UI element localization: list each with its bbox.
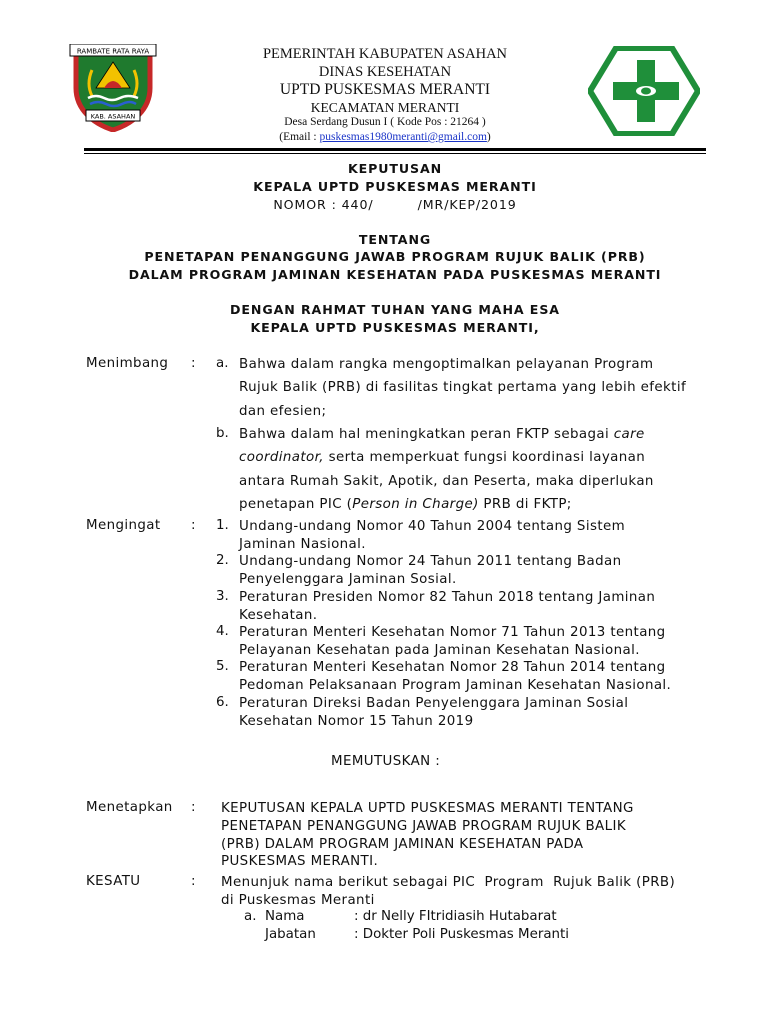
about-heading: TENTANG [358, 232, 432, 247]
list-item-line [239, 446, 705, 469]
about-line2: DALAM PROGRAM JAMINAN KESEHATAN PADA PUSKESMAS MERANTI [128, 267, 662, 282]
text-run: penetapan PIC ( [239, 496, 353, 512]
text-run: Bahwa dalam hal meningkatkan peran FKTP sebagai [239, 427, 614, 442]
person-marker: a. [244, 909, 257, 924]
list-item-line: Peraturan Presiden Nomor 82 Tahun 2018 tentang Jaminan [239, 590, 656, 605]
mengingat-item-2 [239, 553, 705, 589]
italic-run: Person in Charge) [352, 496, 479, 512]
list-item-line: Pelayanan Kesehatan pada Jaminan Kesehatan Nasional. [239, 642, 640, 658]
list-item-line: Menunjuk nama berikut sebagai PIC Program Rujuk Balik (PRB) [221, 875, 676, 890]
mengingat-colon: : [191, 518, 196, 533]
jabatan-value: : Dokter Poli Puskesmas Meranti [354, 927, 570, 942]
list-item-line: Rujuk Balik (PRB) di fasilitas tingkat pertama yang lebih efektif [239, 380, 687, 396]
list-item-line: Peraturan Direksi Badan Penyelenggara Jaminan Sosial [239, 696, 629, 711]
mengingat-4-marker: 4. [216, 624, 229, 639]
mengingat-6-marker: 6. [216, 695, 229, 710]
mengingat-5-marker: 5. [216, 659, 229, 674]
list-item-line: dan efesien; [239, 403, 327, 419]
letterhead-address: Desa Serdang Dusun I ( Kode Pos : 21264 ) [284, 116, 486, 128]
nama-value: : dr Nelly FItridiasih Hutabarat [354, 909, 557, 924]
mengingat-item-3 [239, 589, 705, 625]
menimbang-item-b [239, 423, 705, 516]
list-item-line [239, 423, 705, 446]
letterhead-rule-thick [84, 148, 706, 151]
crest-motto-text: RAMBATE RATA RAYA [76, 47, 150, 56]
list-item-line: PENETAPAN PENANGGUNG JAWAB PROGRAM RUJUK BALIK [221, 818, 627, 834]
list-item-line: (PRB) DALAM PROGRAM JAMINAN KESEHATAN PADA [221, 836, 584, 852]
letterhead-line2: DINAS KESEHATAN [318, 64, 452, 80]
memutuskan-heading: MEMUTUSKAN : [331, 754, 441, 769]
list-item-line: PUSKESMAS MERANTI. [221, 854, 379, 870]
list-item-line: Peraturan Menteri Kesehatan Nomor 28 Tahun 2014 tentang [239, 660, 666, 675]
list-item-line: antara Rumah Sakit, Apotik, dan Peserta, maka diperlukan [239, 473, 654, 489]
letterhead-line4: KECAMATAN MERANTI [310, 100, 460, 115]
list-item-line: Pedoman Pelaksanaan Program Jaminan Kesehatan Nasional. [239, 677, 672, 693]
mengingat-1-marker: 1. [216, 518, 229, 533]
list-item-line: Jaminan Nasional. [239, 536, 366, 552]
doc-number: NOMOR : 440/ /MR/KEP/2019 [273, 197, 517, 212]
invocation-line2: KEPALA UPTD PUSKESMAS MERANTI, [250, 320, 540, 335]
list-item-line: Peraturan Menteri Kesehatan Nomor 71 Tahun 2013 tentang [239, 625, 666, 640]
menimbang-label: Menimbang [86, 356, 169, 371]
list-item-line: Undang-undang Nomor 24 Tahun 2011 tentang Badan [239, 554, 622, 569]
mengingat-item-1 [239, 518, 705, 554]
list-item-line: Undang-undang Nomor 40 Tahun 2004 tentang Sistem [239, 519, 626, 534]
menetapkan-colon: : [191, 800, 196, 815]
menetapkan-label: Menetapkan [86, 800, 173, 815]
mengingat-item-5 [239, 659, 705, 695]
about-line1: PENETAPAN PENANGGUNG JAWAB PROGRAM RUJUK BALIK (PRB) [144, 249, 646, 264]
letterhead-line1: PEMERINTAH KABUPATEN ASAHAN [262, 46, 508, 62]
mengingat-item-6 [239, 695, 705, 731]
list-item-line: KEPUTUSAN KEPALA UPTD PUSKESMAS MERANTI TENTANG [221, 801, 634, 816]
letterhead-email-line [250, 131, 520, 143]
menimbang-item-a [239, 353, 705, 423]
doc-title: KEPUTUSAN [347, 161, 443, 176]
puskesmas-logo [588, 46, 700, 136]
kesatu-label: KESATU [86, 874, 141, 889]
mengingat-3-marker: 3. [216, 589, 229, 604]
menimbang-a-marker: a. [216, 356, 229, 371]
email-prefix: (Email : [279, 131, 320, 143]
kabupaten-asahan-crest [68, 44, 158, 132]
email-link[interactable]: puskesmas1980meranti@gmail.com [319, 131, 487, 143]
kesatu-text [221, 874, 705, 910]
email-suffix: ) [486, 131, 491, 143]
doc-subtitle: KEPALA UPTD PUSKESMAS MERANTI [253, 179, 537, 194]
mengingat-2-marker: 2. [216, 553, 229, 568]
kesatu-colon: : [191, 874, 196, 889]
letterhead-rule-thin [84, 153, 706, 154]
menetapkan-text [221, 800, 705, 871]
italic-run: coordinator, [239, 450, 324, 466]
list-item-line: Bahwa dalam rangka mengoptimalkan pelayanan Program [239, 357, 654, 372]
invocation-line1: DENGAN RAHMAT TUHAN YANG MAHA ESA [230, 302, 560, 317]
jabatan-label: Jabatan [265, 927, 316, 942]
mengingat-item-4 [239, 624, 705, 660]
list-item-line [239, 493, 705, 516]
text-run: serta memperkuat fungsi koordinasi layanan [323, 450, 646, 466]
crest-name-text: KAB. ASAHAN [90, 112, 136, 121]
menimbang-colon: : [191, 356, 196, 371]
mengingat-label: Mengingat [86, 518, 161, 533]
list-item-line: di Puskesmas Meranti [221, 892, 375, 908]
letterhead-line3: UPTD PUSKESMAS MERANTI [279, 81, 491, 98]
list-item-line: Penyelenggara Jaminan Sosial. [239, 571, 457, 587]
nama-label: Nama [265, 909, 305, 924]
italic-run: care [613, 427, 645, 442]
list-item-line: Kesehatan Nomor 15 Tahun 2019 [239, 713, 474, 729]
menimbang-b-marker: b. [216, 426, 229, 441]
list-item-line: Kesehatan. [239, 607, 318, 623]
text-run: PRB di FKTP; [478, 496, 572, 512]
